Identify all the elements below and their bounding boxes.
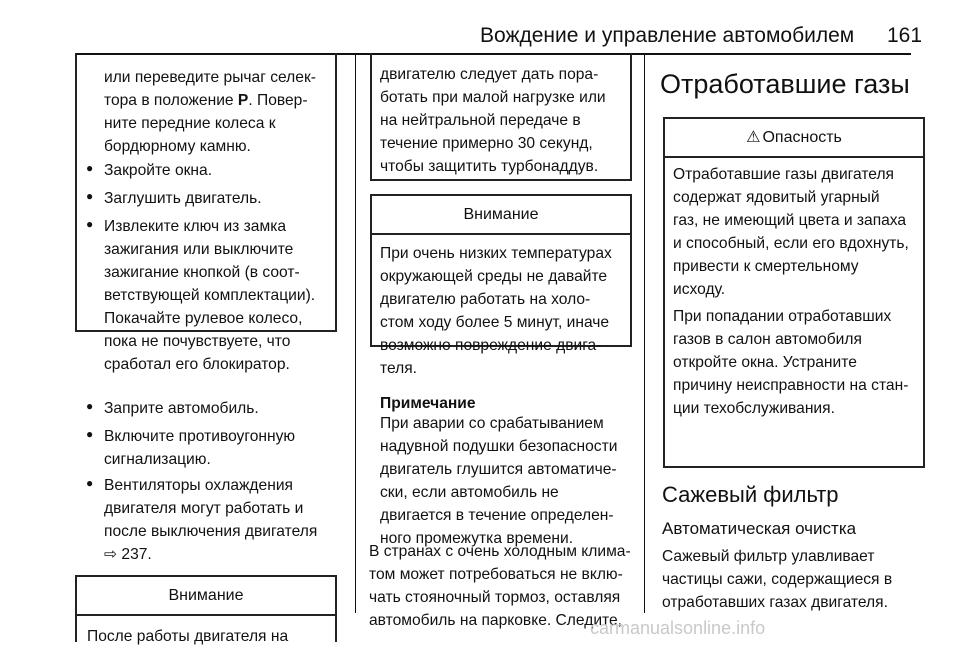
danger-line: газов в салон автомобиля (673, 331, 862, 348)
paragraph-line: В странах с очень холодным клима- (369, 543, 631, 560)
caution-title: Внимание (77, 577, 335, 616)
danger-line: газ, не имеющий цвета и запаха (673, 212, 907, 229)
bullet-dot: ● (86, 189, 94, 203)
paragraph-line: чать стояночный тормоз, оставляя (369, 589, 621, 606)
bullet-dot: ● (86, 217, 94, 231)
bullet-dot: ● (86, 427, 94, 441)
danger-line: причину неисправности на стан- (673, 377, 909, 394)
bullet-text: Извлеките ключ из замка (104, 218, 287, 235)
danger-header (665, 119, 923, 158)
bullet-text: ветствующей комплектации). (104, 287, 316, 304)
note-line: надувной подушки безопасности (380, 438, 618, 455)
bullet-text: Закройте окна. (104, 162, 213, 179)
danger-line: исходу. (673, 281, 726, 298)
paragraph-line: том может потребоваться не вклю- (369, 566, 623, 583)
bullet-dot: ● (86, 161, 94, 175)
box-line: чтобы защитить турбонаддув. (380, 158, 599, 175)
gear-position-p: P (237, 92, 249, 109)
box-line: двигателю следует дать пора- (380, 66, 599, 83)
bullet-text: сигнализацию. (104, 451, 211, 468)
section-heading: Отработавшие газы (660, 69, 910, 99)
warning-triangle-icon: ⚠ (746, 129, 761, 146)
danger-line: ции техобслуживания. (673, 400, 835, 417)
caution-line: теля. (380, 360, 417, 377)
box-line: ботать при малой нагрузке или (380, 89, 606, 106)
note-line: ного промежутка времени. (380, 530, 574, 547)
bullet-text: Заглушить двигатель. (104, 190, 262, 207)
box-line: на нейтральной передаче в (380, 112, 581, 129)
bullet-text: Заприте автомобиль. (104, 400, 259, 417)
caution-line: окружающей среды не давайте (380, 268, 608, 285)
danger-line: Отработавшие газы двигателя (673, 166, 894, 183)
box-line: тора в положение P. Повер- (104, 92, 308, 109)
paragraph-line: частицы сажи, содержащиеся в (662, 571, 893, 588)
caution-line: При очень низких температурах (380, 245, 612, 262)
note-line: двигается в течение определен- (380, 507, 614, 524)
bullet-text: после выключения двигателя (104, 523, 318, 540)
danger-line: и способный, если его вдохнуть, (673, 235, 909, 252)
watermark: carmanualsonline.info (590, 618, 766, 638)
bullet-text: Включите противоугонную (104, 428, 296, 445)
danger-line: откройте окна. Устраните (673, 354, 857, 371)
column-separator-1 (355, 53, 356, 613)
box-line: течение примерно 30 секунд, (380, 135, 593, 152)
danger-line: При попадании отработавших (673, 308, 892, 325)
danger-line: привести к смертельному (673, 258, 859, 275)
bullet-text: двигателя могут работать и (104, 500, 304, 517)
bullet-text: зажигание кнопкой (в соот- (104, 264, 300, 281)
caution-line: После работы двигателя на (87, 628, 289, 645)
note-line: ски, если автомобиль не (380, 484, 559, 501)
paragraph-line: отработавших газах двигателя. (662, 594, 888, 611)
section-heading-2: Сажевый фильтр (662, 482, 839, 507)
subsection-heading: Автоматическая очистка (662, 519, 857, 538)
danger-line: содержат ядовитый угарный (673, 189, 880, 206)
bullet-text: сработал его блокиратор. (104, 356, 290, 373)
caution-line: возможно повреждение двига- (380, 337, 602, 354)
column-separator-2 (644, 53, 645, 613)
page-reference[interactable]: ⇨ 237. (104, 546, 152, 563)
note-line: При аварии со срабатыванием (380, 415, 604, 432)
danger-title: Опасность (762, 129, 842, 146)
paragraph-line: Сажевый фильтр улавливает (662, 548, 875, 565)
note-title: Примечание (380, 395, 476, 412)
bullet-text: Вентиляторы охлаждения (104, 477, 293, 494)
bullet-dot: ● (86, 476, 94, 490)
caution-line: двигателю работать на холо- (380, 291, 591, 308)
note-line: двигатель глушится автоматиче- (380, 461, 617, 478)
bullet-text: пока не почувствуете, что (104, 333, 291, 350)
paragraph-line: автомобиль на парковке. Следите, (369, 612, 623, 629)
page-number: 161 (887, 24, 923, 47)
box-line: бордюрному камню. (104, 138, 251, 155)
bullet-text: Покачайте рулевое колесо, (104, 310, 303, 327)
box-line: или переведите рычаг селек- (104, 69, 316, 86)
caution-line: стом ходу более 5 минут, иначе (380, 314, 610, 331)
page-header-title: Вождение и управление автомобилем (480, 24, 855, 47)
box-line: ните передние колеса к (104, 115, 276, 132)
bullet-dot: ● (86, 399, 94, 413)
bullet-text: зажигания или выключите (104, 241, 294, 258)
caution-title: Внимание (372, 196, 630, 235)
